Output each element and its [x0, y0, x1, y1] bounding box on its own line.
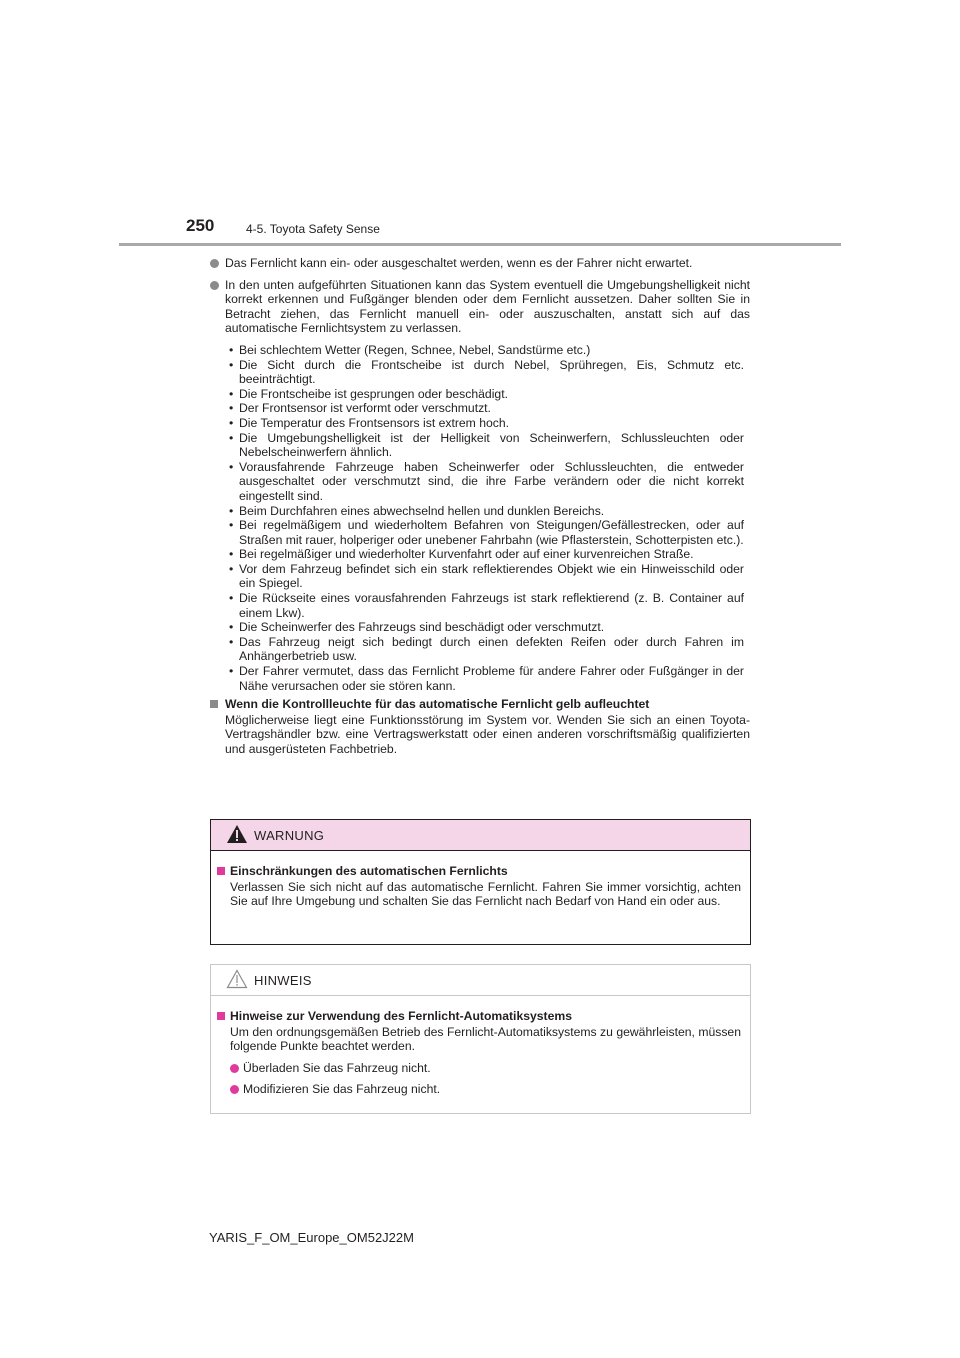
note-bullet — [217, 1061, 741, 1076]
document-code: YARIS_F_OM_Europe_OM52J22M — [209, 1230, 414, 1245]
situation-item — [210, 460, 750, 504]
situation-text: Beim Durchfahren eines abwechselnd hellen und dunklen Bereichs. — [239, 503, 605, 518]
warning-triangle-icon — [226, 824, 248, 844]
page-number: 250 — [186, 216, 215, 235]
bullet-mark: • — [229, 634, 234, 649]
situation-text: Bei regelmäßigem und wiederholtem Befahren von Steigungen/Gefällestrecken, oder auf Straßen mit rauer, holperiger oder unebener Fahrbahn (wie Pflasterstein, Schotterpisten etc.). — [239, 518, 744, 547]
square-bullet-icon — [217, 867, 225, 875]
situation-text: Die Temperatur des Frontsensors ist extrem hoch. — [239, 415, 510, 430]
bullet-mark: • — [229, 357, 234, 372]
situation-item — [210, 562, 750, 591]
situation-text: Die Umgebungshelligkeit ist der Helligkeit von Scheinwerfern, Schlussleuchten oder Nebelscheinwerfern ähnlich. — [239, 430, 744, 460]
warning-box-header — [211, 820, 750, 851]
indicator-heading-text: Wenn die Kontrollleuchte für das automatische Fernlicht gelb aufleuchtet — [225, 697, 650, 712]
bullet-mark: • — [229, 430, 234, 445]
bullet-item — [210, 256, 750, 271]
situation-text: Vorausfahrende Fahrzeuge haben Scheinwerfer oder Schlussleuchten, die entweder ausgeschaltet oder verschmutzt sind, die ihre Farbe verändern oder die nicht korrekt eingestellt sind. — [239, 459, 744, 503]
situation-text: Vor dem Fahrzeug befindet sich ein stark reflektierendes Objekt wie ein Hinweisschild oder ein Spiegel. — [239, 561, 744, 591]
bullet-mark: • — [229, 547, 234, 562]
situation-text: Die Sicht durch die Frontscheibe ist durch Nebel, Sprühregen, Eis, Schmutz etc. beeinträchtigt. — [239, 357, 744, 387]
note-heading — [217, 1009, 741, 1024]
bullet-mark: • — [229, 459, 234, 474]
indicator-heading — [210, 697, 750, 712]
warning-body: Verlassen Sie sich nicht auf das automatische Fernlicht. Fahren Sie immer vorsichtig, achten Sie auf Ihre Umgebung und schalten Sie das Fernlicht nach Bedarf von Hand ein oder aus. — [230, 879, 741, 909]
bullet-item — [210, 278, 750, 336]
situation-item — [210, 504, 750, 519]
bullet-mark: • — [229, 415, 234, 430]
square-bullet-icon — [210, 700, 218, 708]
warning-box — [210, 819, 751, 945]
situation-text: Das Fahrzeug neigt sich bedingt durch einen defekten Reifen oder durch Fahren im Anhängerbetrieb usw. — [239, 634, 744, 664]
note-heading-text: Hinweise zur Verwendung des Fernlicht-Automatiksystems — [230, 1009, 573, 1023]
bullet-dot-icon — [210, 281, 219, 290]
situation-text: Die Scheinwerfer des Fahrzeugs sind beschädigt oder verschmutzt. — [239, 620, 605, 635]
situation-text: Die Frontscheibe ist gesprungen oder beschädigt. — [239, 386, 508, 401]
section-title: 4-5. Toyota Safety Sense — [246, 222, 380, 236]
bullet-mark: • — [229, 664, 234, 679]
note-box — [210, 964, 751, 1114]
situation-item — [210, 518, 750, 547]
situation-item — [210, 416, 750, 431]
bullet-dot-icon — [230, 1085, 239, 1094]
situation-item — [210, 620, 750, 635]
note-label: HINWEIS — [254, 973, 312, 988]
situation-text: Die Rückseite eines vorausfahrenden Fahrzeugs ist stark reflektierend (z. B. Container auf einem Lkw). — [239, 591, 744, 620]
situation-list — [210, 343, 750, 693]
situation-item — [210, 401, 750, 416]
situation-item — [210, 635, 750, 664]
note-bullet-text: Modifizieren Sie das Fahrzeug nicht. — [243, 1082, 441, 1097]
warning-label: WARNUNG — [254, 828, 325, 843]
bullet-mark: • — [229, 503, 234, 518]
header-rule — [119, 243, 841, 246]
bullet-text: In den unten aufgeführten Situationen kann das System eventuell die Umgebungshelligkeit nicht korrekt erkennen und Fußgänger blenden oder dem Fernlicht aussetzen. Daher sollten Sie in Betracht ziehen, das Fernlicht manuell ein- oder auszuschalten, anstatt sich auf das automatische Fernlichtsystem zu verlassen. — [225, 277, 750, 336]
situation-item — [210, 343, 750, 358]
bullet-dot-icon — [210, 259, 219, 268]
bullet-dot-icon — [230, 1064, 239, 1073]
caution-triangle-icon — [226, 969, 248, 989]
situation-text: Der Fahrer vermutet, dass das Fernlicht Probleme für andere Fahrer oder Fußgänger in der Nähe verursachen oder sie stören kann. — [239, 664, 744, 693]
main-content — [210, 256, 750, 757]
note-box-header — [211, 965, 750, 996]
bullet-mark: • — [229, 386, 234, 401]
warning-heading — [217, 864, 741, 879]
bullet-mark: • — [229, 342, 234, 357]
warning-heading-text: Einschränkungen des automatischen Fernlichts — [230, 864, 508, 878]
situation-item — [210, 547, 750, 562]
square-bullet-icon — [217, 1012, 225, 1020]
bullet-mark: • — [229, 591, 234, 606]
situation-item — [210, 387, 750, 402]
bullet-mark: • — [229, 561, 234, 576]
note-bullet-text: Überladen Sie das Fahrzeug nicht. — [243, 1060, 431, 1075]
note-bullet — [217, 1082, 741, 1097]
bullet-mark: • — [229, 620, 234, 635]
situation-item — [210, 431, 750, 460]
situation-text: Bei regelmäßiger und wiederholter Kurvenfahrt oder auf einer kurvenreichen Straße. — [239, 547, 694, 562]
bullet-mark: • — [229, 401, 234, 416]
bullet-text: Das Fernlicht kann ein- oder ausgeschaltet werden, wenn es der Fahrer nicht erwartet. — [225, 256, 693, 270]
situation-item — [210, 358, 750, 387]
note-body: Um den ordnungsgemäßen Betrieb des Fernlicht-Automatiksystems zu gewährleisten, müssen folgende Punkte beachtet werden. — [230, 1024, 741, 1054]
indicator-body: Möglicherweise liegt eine Funktionsstörung im System vor. Wenden Sie sich an einen Toyota-Vertragshändler bzw. eine Vertragswerkstatt oder einen anderen vorschriftsmäßig qualifizierten und ausgerüsteten Fachbetrieb. — [225, 712, 750, 756]
bullet-mark: • — [229, 518, 234, 533]
situation-text: Der Frontsensor ist verformt oder verschmutzt. — [239, 401, 491, 416]
situation-item — [210, 664, 750, 693]
situation-text: Bei schlechtem Wetter (Regen, Schnee, Nebel, Sandstürme etc.) — [239, 342, 591, 357]
situation-item — [210, 591, 750, 620]
